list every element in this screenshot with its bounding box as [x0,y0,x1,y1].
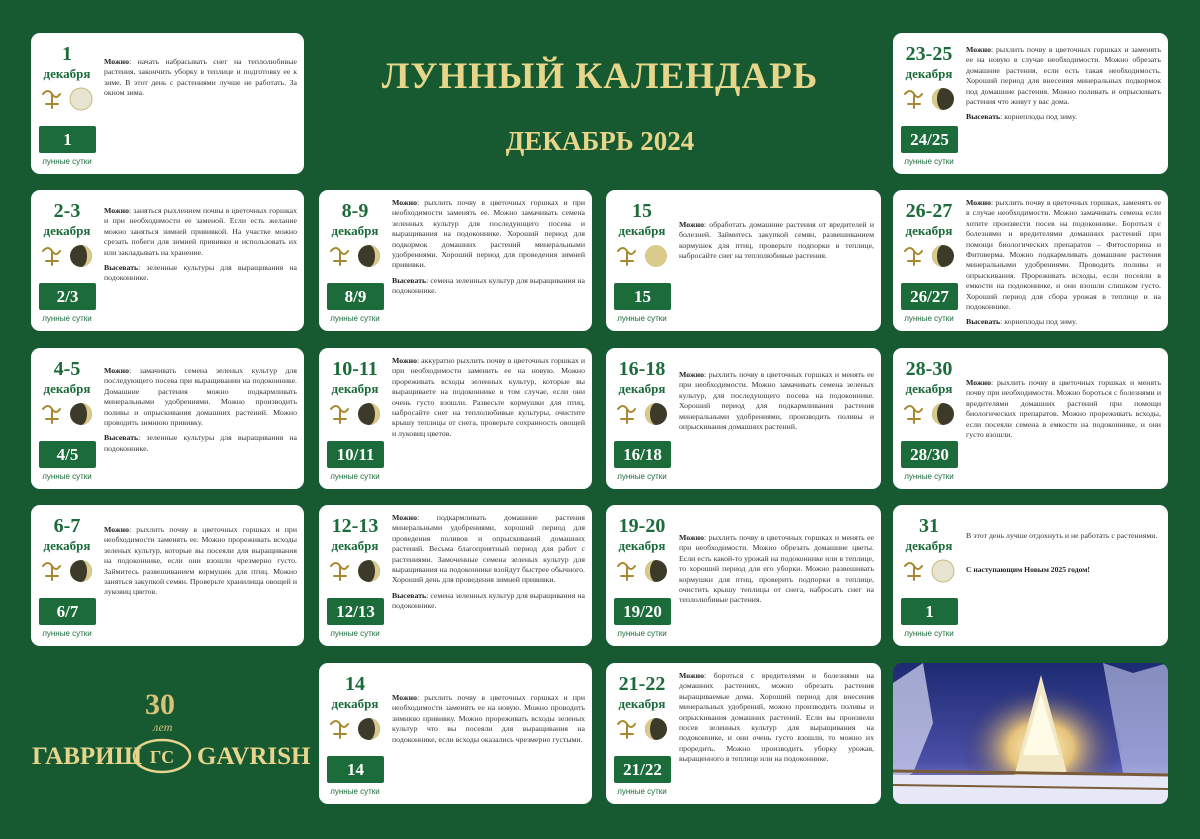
day-month: декабря [331,223,379,238]
advice-section [104,525,297,598]
lunar-day-caption: лунные сутки [617,472,667,481]
day-card-text [392,693,585,750]
day-card-text [966,198,1161,331]
day-month: декабря [905,223,953,238]
advice-label: Высевать [392,275,427,285]
advice-section [966,112,1161,122]
advice-body: : семена зеленных культур для выращивания на подоконнике. [392,590,585,611]
day-range: 21-22 [618,673,666,695]
lunar-day-badge: 16/18 [614,441,671,468]
lunar-day-caption: лунные сутки [617,314,667,323]
lunar-day-caption: лунные сутки [330,787,380,796]
advice-body: : корнеплоды под зиму. [1000,317,1078,327]
logo-anniversary-number: 30 [145,688,175,721]
lunar-day-badge: 2/3 [39,283,96,310]
day-range: 19-20 [618,515,666,537]
advice-section [104,57,297,99]
lunar-day-badge: 1 [901,598,958,625]
advice-body: : зеленные культуры для выращивания на подоконнике. [104,263,297,283]
day-range: 8-9 [341,200,369,222]
advice-section [392,356,585,439]
advice-section [392,693,585,745]
sagittarius-new-moon-icon [902,558,958,584]
day-range: 6-7 [53,515,81,537]
day-card-text [679,671,874,770]
advice-body: : рыхлить почву в цветочных горшках и менять ее при необходимости. Можно замачивать семена зеленых культур, для последующего посева на подоконнике. Хороший период для подкармливания растения минеральными удобрениями, производить поливы и опрыскивания домашних растений. [679,370,874,432]
lunar-day-caption: лунные сутки [617,787,667,796]
day-card-text [104,57,297,104]
day-month: декабря [43,66,91,81]
advice-section [966,531,1161,541]
gavrish-logo-icon [130,738,194,774]
day-card-left [319,190,391,331]
day-range: 14 [345,673,365,695]
day-card [31,505,304,646]
advice-body: : заняться рыхлением почвы в цветочных горшках и при необходимости ее заменой. Если есть желание можно заняться зимней прививкой. На участке можно срезать побеги для зимней прививки и использовать их или закладывать на хранение. [104,206,297,257]
day-month: декабря [905,538,953,553]
advice-body: : рыхлить почву в цветочных горшках и менять почву при необходимости. Можно бороться с болезнями и вредителями домашних растений при помощи биологических препаратов. Можно прореживать всходы, если посеяли семена в емкости на подоконнике, и они густо взошли. [966,378,1161,440]
advice-label: Можно [392,513,418,522]
day-card-text [104,206,297,289]
lunar-day-caption: лунные сутки [904,629,954,638]
lunar-day-caption: лунные сутки [330,314,380,323]
day-card-left [31,348,103,489]
day-card-left [31,505,103,646]
lunar-day-badge: 1 [39,126,96,153]
day-card-text [966,45,1161,128]
advice-section [966,45,1161,107]
lunar-day-badge: 4/5 [39,441,96,468]
lunar-day-caption: лунные сутки [330,472,380,481]
day-card-left [893,33,965,174]
advice-body: В этот день лучше отдохнуть и не работать с растениями. [966,531,1158,540]
day-month: декабря [618,696,666,711]
day-card [319,663,592,804]
day-range: 26-27 [905,200,953,222]
day-card-text [966,378,1161,445]
advice-body: : рыхлить почву в цветочных горшках и при необходимости заменять ее. Можно замачивать семена зеленных культур для последующего посева и выращивания на подоконнике. Хороший период для подкормок домашних растений минеральными удобрениями. Хороший период для проведения зимней прививки. [392,198,585,270]
day-card [31,348,304,489]
day-month: декабря [43,538,91,553]
virgo-last-quarter-icon [615,716,671,742]
day-range: 4-5 [53,358,81,380]
advice-section [679,533,874,606]
advice-label: Можно [679,370,705,379]
day-month: декабря [905,381,953,396]
day-card-left [893,190,965,331]
advice-body: : рыхлить почву в цветочных горшках и при необходимости заменять ее на новую. Можно проводить зимнюю прививку. Можно прореживать всходы зеленых культур что вы посеяли для выращивания на подоконнике, если всходы оказались чрезмерно густыми. [392,693,585,744]
calendar-subtitle: ДЕКАБРЬ 2024 [505,126,695,156]
advice-label: Высевать [392,590,427,600]
sagittarius-waxing-moon-icon [40,243,96,269]
advice-section [104,206,297,258]
advice-body: : корнеплоды под зиму. [1000,112,1078,122]
advice-section [392,276,585,297]
advice-section [966,317,1161,327]
advice-label: Можно [392,693,418,702]
day-card-left [319,505,391,646]
advice-label: Можно [104,206,130,215]
advice-body: : зеленные культуры для выращивания на подоконнике. [104,433,297,453]
day-month: декабря [331,381,379,396]
leo-waning-moon-icon [615,558,671,584]
lunar-day-badge: 28/30 [901,441,958,468]
day-card [319,190,592,331]
day-card [31,190,304,331]
gemini-waxing-moon-icon [328,716,384,742]
scorpio-waning-moon-icon [902,401,958,427]
day-card-text [679,533,874,611]
aries-waxing-moon-icon [328,401,384,427]
day-month: декабря [618,381,666,396]
day-card-left [893,505,965,646]
day-month: декабря [618,223,666,238]
day-card-text [679,370,874,437]
day-card-left [606,190,678,331]
advice-label: Высевать [104,433,139,443]
lunar-day-badge: 10/11 [327,441,384,468]
day-month: декабря [43,223,91,238]
day-range: 12-13 [331,515,379,537]
advice-body: : подкармливать домашние растения минеральными удобрениями, хороший период для проведения поливов и опрыскиваний домашних растений. Весьма благоприятный период для работ с растениями. Замоченные семена зеленых культур для выращивания на подоконнике взойдут быстрее обычного. Хороший день для проведения зимней прививки. [392,513,585,585]
lunar-day-badge: 14 [327,756,384,783]
day-card-text [966,531,1161,576]
advice-body: : рыхлить почву в цветочных горшках и при необходимости заменять ее. Можно прореживать всходы зеленых культур, которые вы посеяли для выращивания на подоконнике, если они взошли чрезмерно густо. Займитесь развешиванием кормушек для птиц. Можно заняться закупкой семян. Проверьте хранилища овощей и луковиц цветов. [104,525,297,597]
advice-section [966,198,1161,312]
virgo-waning-moon-icon [902,243,958,269]
day-month: декабря [618,538,666,553]
lunar-day-badge: 26/27 [901,283,958,310]
lunar-day-caption: лунные сутки [42,629,92,638]
day-card [893,505,1168,646]
advice-body: : рыхлить почву в цветочных горшках и заменять ее на новую в случае необходимости. Можно обрезать домашние растения, если есть такая необходимость. Хороший период для внесения минеральных подкормок под домашние растения. Можно поливать и опрыскивать растения что живут у вас дома. [966,45,1161,107]
advice-section [104,433,297,454]
advice-body: : начать набрасывать снег на теплолюбивые растения, закончить уборку в теплице и подготовку ее к зиме. В этот день с растениями лучше не работать. За окном зима. [104,57,297,98]
advice-section [392,591,585,612]
advice-body: : рыхлить почву в цветочных горшках, заменять ее в случае необходимости. Можно замачивать семена если хотите произвести посев на подоконнике. Бороться с болезнями и вредителями домашних растений при помощи биологических препаратов – Фитоспорина и Фитоверма. Можно подкармливать домашние растения минеральными удобрениями. Проводить поливы и опрыскивания. Прореживать всходы, если посеяли в емкости на подоконнике, и они взошли слишком густо. Хороший период для сбора урожая в теплице и на подоконнике. [966,198,1161,312]
day-card-left [31,33,103,174]
advice-body: : рыхлить почву в цветочных горшках и менять ее при необходимости. Можно обрезать домашние цветы. Если есть какой-то урожай на подоконнике или в теплице, то хороший период для его уборки. Можно развешивать кормушки для птиц, проверить подпорки в теплице, очистить крышу теплицы от снега, набросать снег на теплолюбивые растения. [679,533,874,605]
lunar-day-caption: лунные сутки [904,314,954,323]
day-card-left [606,505,678,646]
day-range: 1 [62,43,72,65]
advice-body: : замачивать семена зеленых культур для последующего посева при выращивании на подоконнике. Домашние растения можно подкармливать минеральными удобрениями. Можно производить поливы и опрыскивания домашних растений. Можно проводить зимнюю прививку. [104,366,297,428]
advice-label: Можно [104,366,130,375]
day-month: декабря [331,538,379,553]
advice-section [966,378,1161,440]
advice-label: Высевать [104,263,139,273]
day-range: 15 [632,200,652,222]
lunar-day-caption: лунные сутки [330,629,380,638]
advice-body: : аккуратно рыхлить почву в цветочных горшках и при необходимости заменить ее на новую. Можно прореживать всходы зеленных культур, которые вы выращиваете на подоконнике в том случае, если они очень густо взошли. Развесьте кормушки для птиц, набросайте снег на теплолюбивые культуры, очистите крышу теплицы от снега, проверьте сохранность овощей и луковиц цветов. [392,356,585,438]
advice-label: Высевать [966,317,1001,327]
advice-body: : бороться с вредителями и болезнями на домашних растениях, можно обрезать растения выращиваемые дома. Хороший период для внесения минеральных удобрений, можно производить поливы и опрыскивания домашних растений. Если вы произвели посев зеленных культур для выращивания на подоконнике, и они очень густо взошли, то можно их проредить. Можно производить уборку урожая, выращенного в теплице или на подоконнике. [679,671,874,764]
day-range: 10-11 [332,358,378,380]
advice-label: Можно [966,198,992,207]
cancer-waning-moon-icon [615,401,671,427]
advice-section [679,220,874,262]
day-card [606,663,881,804]
day-card [893,33,1168,174]
day-range: 31 [919,515,939,537]
advice-section [679,370,874,432]
day-card [606,348,881,489]
advice-label: Можно [679,533,705,542]
day-month: декабря [331,696,379,711]
day-card-text [392,198,585,302]
day-card-text [104,525,297,603]
lunar-day-badge: 6/7 [39,598,96,625]
lunar-day-caption: лунные сутки [42,472,92,481]
taurus-waxing-moon-icon [328,558,384,584]
day-range: 23-25 [905,43,953,65]
lunar-day-badge: 8/9 [327,283,384,310]
scorpio-new-moon-icon [40,86,96,112]
day-card-text [392,513,585,617]
libra-waning-moon-icon [902,86,958,112]
day-card [319,505,592,646]
day-card-left [606,348,678,489]
capricorn-waxing-moon-icon [40,401,96,427]
advice-label: Можно [392,198,418,207]
day-card [31,33,304,174]
advice-label: Можно [392,356,418,365]
day-card-left [606,663,678,804]
day-month: декабря [43,381,91,396]
advice-label: Можно [104,57,130,66]
aquarius-waxing-moon-icon [40,558,96,584]
calendar-title: ЛУННЫЙ КАЛЕНДАРЬ [381,56,819,97]
advice-body: : семена зеленных культур для выращивания на подоконнике. [392,275,585,296]
day-card-left [893,348,965,489]
logo-name-ru: ГАВРИШ [32,743,143,770]
pisces-first-quarter-icon [328,243,384,269]
day-card-text [392,356,585,444]
lunar-day-caption: лунные сутки [42,157,92,166]
day-range: 16-18 [618,358,666,380]
lunar-day-badge: 19/20 [614,598,671,625]
lunar-day-caption: лунные сутки [904,472,954,481]
advice-label: Высевать [966,112,1001,122]
logo-anniversary-word: лет [153,720,173,734]
day-card [606,505,881,646]
advice-label: Можно [104,525,130,534]
advice-label: Можно [679,220,705,229]
day-card [606,190,881,331]
winter-photo [893,663,1168,804]
advice-section [104,263,297,284]
day-card [319,348,592,489]
lunar-day-badge: 12/13 [327,598,384,625]
day-card-left [31,190,103,331]
advice-label: Можно [679,671,705,680]
day-card [893,190,1168,331]
lunar-day-caption: лунные сутки [617,629,667,638]
day-range: 2-3 [53,200,81,222]
lunar-day-badge: 15 [614,283,671,310]
advice-section [104,366,297,428]
day-card [893,348,1168,489]
day-card-text [104,366,297,459]
advice-section [392,513,585,586]
advice-section [392,198,585,271]
lunar-day-caption: лунные сутки [904,157,954,166]
day-card-left [319,348,391,489]
advice-body: : обработать домашние растения от вредителей и болезней. Займитесь закупкой семян, развешиванием кормушек для птиц, проверьте подпорки в теплице, набросайте снег на теплолюбивые растения. [679,220,874,261]
day-month: декабря [905,66,953,81]
lunar-day-caption: лунные сутки [42,314,92,323]
lunar-day-badge: 21/22 [614,756,671,783]
day-range: 28-30 [905,358,953,380]
advice-label: Можно [966,378,992,387]
gemini-full-moon-icon [615,243,671,269]
advice-label: Можно [966,45,992,54]
logo-name-en: GAVRISH [197,743,311,770]
lunar-day-badge: 24/25 [901,126,958,153]
day-card-left [319,663,391,804]
advice-section [679,671,874,765]
new-year-greeting: С наступающим Новым 2025 годом! [966,565,1090,575]
day-card-text [679,220,874,267]
logo-mark-text: ГС [149,747,175,767]
